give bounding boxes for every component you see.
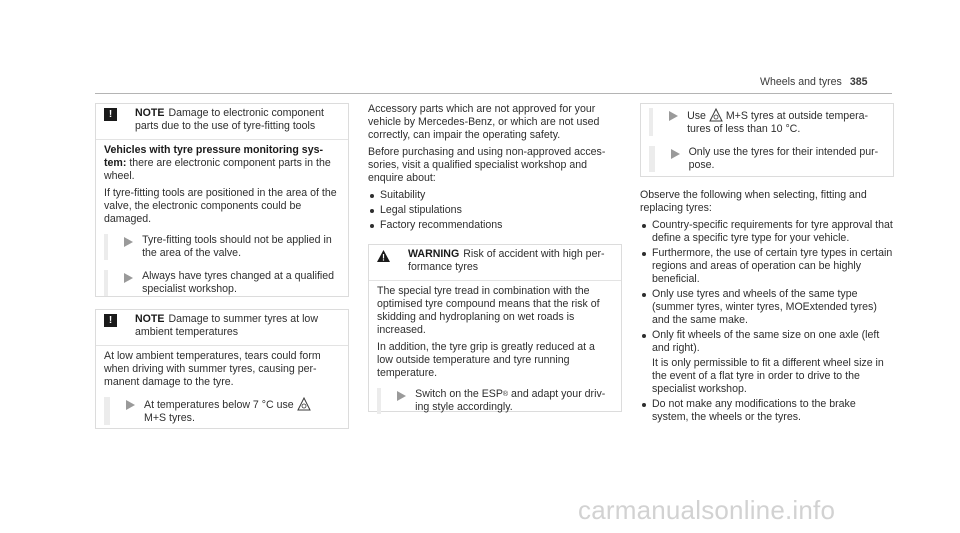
note-keyword: NOTE [135,107,165,119]
warning-text: Risk of accident with high performance tyres [408,248,605,273]
page-number: 385 [849,76,868,88]
step-bar [649,108,653,136]
column-1 [95,103,349,429]
paragraph: Accessory parts which are not approved for your vehicle by Mercedes-Benz, or which are not used correctly, can impair the operating safety. [368,103,600,141]
step-bar [104,270,108,296]
step-arrow-icon [124,273,133,283]
step-text: Tyre-fitting tools should not be applied in the area of the valve. [142,234,332,259]
step-arrow-icon [669,111,678,121]
column-2 [368,103,622,412]
list-item: Factory recommendations [368,219,622,232]
section-title: Vehicles with tyre pressure monitoring system: [104,144,324,169]
list-item: Furthermore, the use of certain tyre types in certain regions and areas of operation can be highly beneficial. [640,247,894,286]
instruction-step [649,108,885,136]
step-text-2: and adapt your driving style accordingly. [415,388,606,413]
note-body [96,139,348,302]
step-text: Switch on the ESP [415,388,503,400]
note-text: Damage to summer tyres at low ambient temperatures [135,313,318,338]
paragraph: Before purchasing and using non-approved accessories, visit a qualified specialist workshop and enquire about: [368,146,606,184]
step-bar [104,397,110,425]
step-text: At temperatures below 7 °C use [144,399,294,411]
instruction-step [104,234,340,260]
note-text: Damage to electronic component parts due to the use of tyre-fitting tools [135,107,324,132]
header-title: Wheels and tyres [760,76,842,88]
instruction-step [104,270,340,296]
list-item: Only use tyres and wheels of the same type (summer tyres, winter tyres, MOExtended tyres) and the same make. [640,288,894,327]
step-text-2: M+S tyres at outside temperatures of less than 10 °C. [687,110,869,135]
step-text: Only use the tyres for their intended purpose. [688,146,879,171]
column-3 [640,103,894,428]
notice-icon: ! [104,108,117,121]
warning-box [368,244,622,412]
step-text: Always have tyres changed at a qualified specialist workshop. [142,270,335,295]
list-item: Only fit wheels of the same size on one axle (left and right). It is only permissible to fit a different wheel size in the event of a flat tyre in order to drive to the specialist workshop. [640,329,894,396]
instruction-step [649,146,885,172]
paragraph: In addition, the tyre grip is greatly reduced at a low outside temperature and tyre running temperature. [377,341,595,379]
note-keyword: NOTE [135,313,165,325]
registered-mark: ® [502,391,509,398]
header-rule [95,93,892,94]
note-box-summer-tyres [95,309,349,429]
step-arrow-icon [671,149,680,159]
note-header [96,310,348,345]
paragraph: At low ambient temperatures, tears could form when driving with summer tyres, causing permanent damage to the tyre. [104,350,321,388]
bullet-list [368,189,622,232]
step-bar [377,388,381,414]
instruction-box [640,103,894,177]
step-arrow-icon [124,237,133,247]
paragraph: The special tyre tread in combination with the optimised tyre compound means that the risk of skidding and hydroplaning on wet roads is increased. [377,285,600,336]
list-item: Do not make any modifications to the brake system, the wheels or the tyres. [640,398,894,424]
note-body [96,345,348,431]
step-bar [649,146,655,172]
step-arrow-icon [126,400,135,410]
warning-body [369,280,621,420]
notice-icon: ! [104,314,117,327]
step-text: Use [687,110,706,122]
instruction-step [104,397,340,425]
list-item-note: It is only permissible to fit a different wheel size in the event of a flat tyre in order to drive to the specialist workshop. [652,357,884,395]
step-bar [104,234,108,260]
list-item: Legal stipulations [368,204,622,217]
page-header [760,76,868,89]
note-header [96,104,348,139]
warning-keyword: WARNING [408,248,460,260]
watermark: carmanualsonline.info [578,495,836,525]
step-arrow-icon [397,391,406,401]
paragraph: Observe the following when selecting, fitting and replacing tyres: [640,189,867,214]
warning-triangle-icon [377,249,390,262]
snowflake-mountain-icon [297,397,311,411]
snowflake-mountain-icon [709,108,723,122]
list-item: Suitability [368,189,622,202]
step-text-2: M+S tyres. [144,412,195,424]
bullet-list [640,219,894,424]
warning-header [369,245,621,280]
paragraph: If tyre-fitting tools are positioned in the area of the valve, the electronic components could be damaged. [104,187,337,225]
note-box-tyre-fitting [95,103,349,297]
instruction-step [377,388,613,414]
section-text: there are electronic component parts in the wheel. [104,157,331,182]
list-item: Country-specific requirements for tyre approval that define a specific tyre type for your vehicle. [640,219,894,245]
